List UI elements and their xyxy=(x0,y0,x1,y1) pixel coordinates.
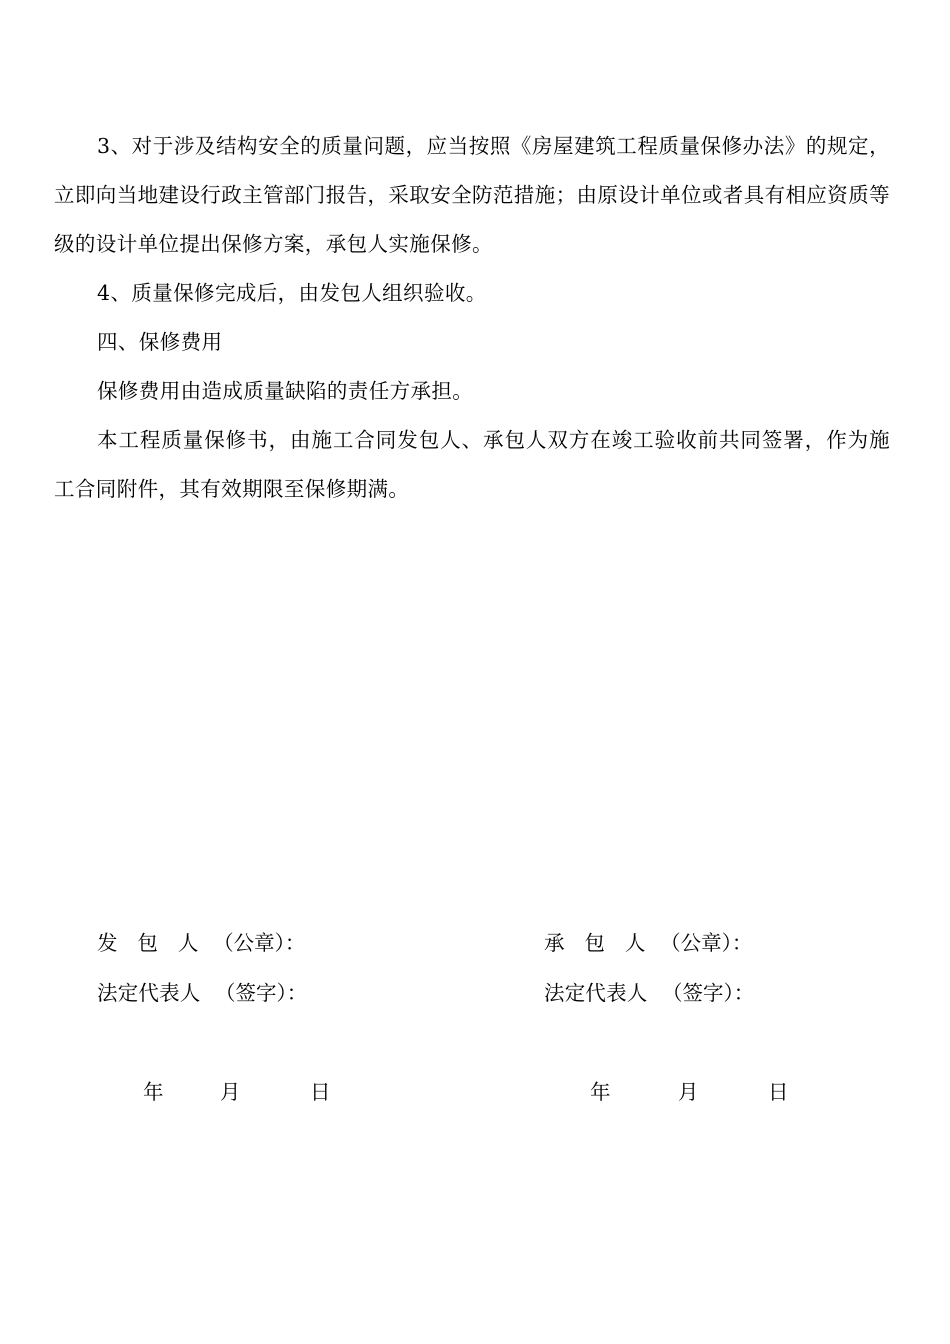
section-heading-fees: 四、保修费用 xyxy=(97,330,223,354)
contractor-label: 承 包 人 xyxy=(544,931,646,955)
contractor-date-month: 月 xyxy=(678,1080,699,1104)
paragraph-validity: 本工程质量保修书，由施工合同发包人、承包人双方在竣工验收前共同签署，作为施工合同附件，其有效期限至保修期满。 xyxy=(54,428,890,501)
employer-rep-label: 法定代表人 xyxy=(97,981,201,1005)
employer-rep-note: （签字）： xyxy=(215,981,308,1005)
contractor-date-day: 日 xyxy=(768,1080,789,1104)
contractor-date-year: 年 xyxy=(590,1080,611,1104)
paragraph-fees: 保修费用由造成质量缺陷的责任方承担。 xyxy=(97,379,474,403)
contractor-rep-label: 法定代表人 xyxy=(544,981,648,1005)
paragraph-4: 4、质量保修完成后，由发包人组织验收。 xyxy=(97,281,487,305)
employer-label: 发 包 人 xyxy=(97,931,199,955)
contractor-rep-line xyxy=(544,979,754,1007)
paragraph-3: 3、对于涉及结构安全的质量问题，应当按照《房屋建筑工程质量保修办法》的规定，立即向当地建设行政主管部门报告，采取安全防范措施；由原设计单位或者具有相应资质等级的设计单位提出保修方案，承包人实施保修。 xyxy=(54,134,890,256)
employer-rep-line xyxy=(97,979,307,1007)
employer-seal-line xyxy=(97,929,305,957)
contractor-seal-line xyxy=(544,929,752,957)
employer-seal-note: （公章）： xyxy=(213,931,306,955)
contractor-rep-note: （签字）： xyxy=(662,981,755,1005)
contractor-seal-note: （公章）： xyxy=(660,931,753,955)
employer-date-day: 日 xyxy=(310,1080,331,1104)
employer-date-year: 年 xyxy=(143,1080,164,1104)
employer-date-month: 月 xyxy=(220,1080,241,1104)
body-text xyxy=(54,122,890,514)
